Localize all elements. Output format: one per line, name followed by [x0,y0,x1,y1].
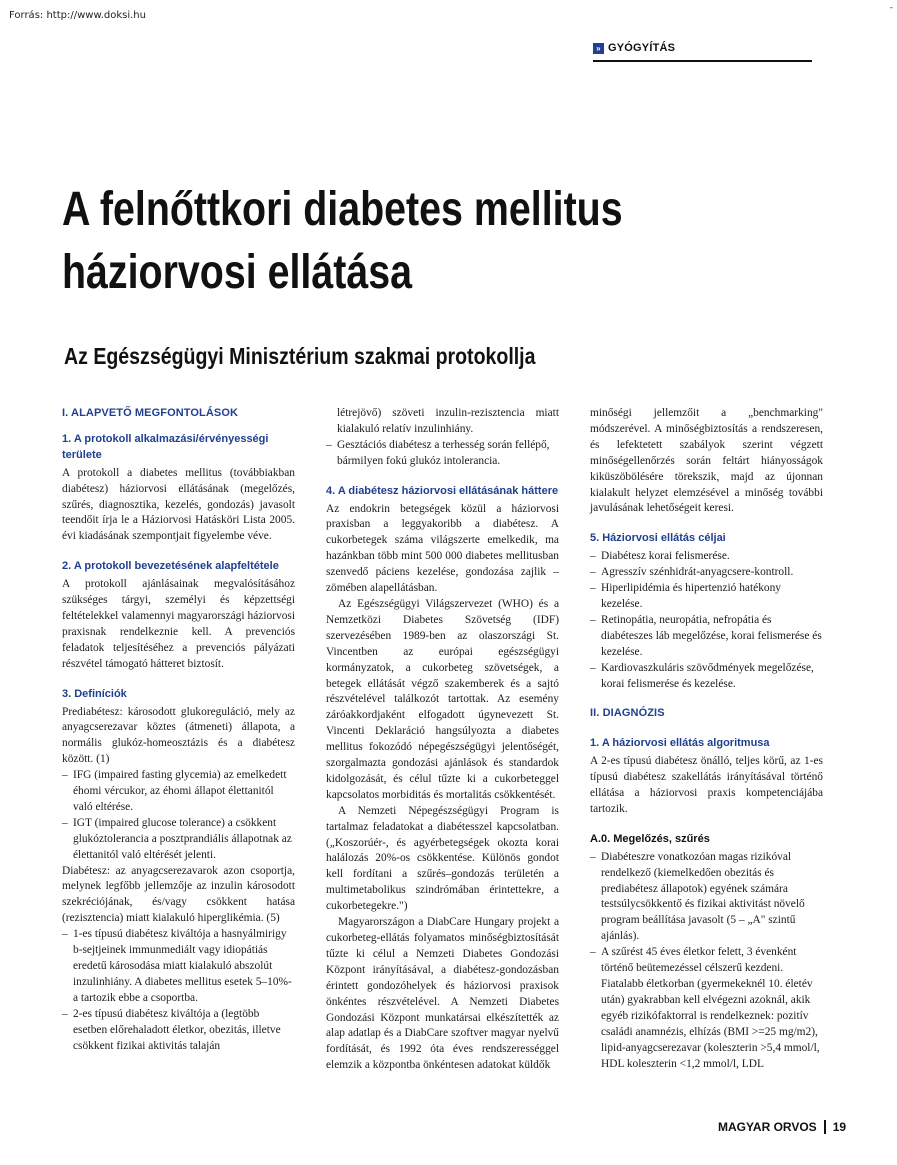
list-item: – IGT (impaired glucose tolerance) a csökkent glukóztolerancia a posztprandiális állapotnak az élettanitól való eltérését jelenti. [62,816,295,864]
subheading: A.0. Megelőzés, szűrés [590,832,710,845]
paragraph: Az endokrin betegségek közül a háziorvosi praxisban a leggyakoribb a diabétesz. A cukorbetegek száma világszerte emelkedik, ma hazánkban több mint 500 000 diabetes mellitusban szenvedő páciens kezelése, gondozása zajlik – zömében alapellátásban. [326,502,559,595]
main-heading: I. ALAPVETŐ MEGFONTOLÁSOK [62,407,239,419]
subheading: 2. A protokoll bevezetésének alapfeltétele [62,560,279,573]
title-line-1: A felnőttkori diabetes mellitus [62,183,623,236]
paragraph: létrejövő) szöveti inzulin-rezisztencia miatt kialakuló relatív inzulinhiány. [337,407,559,435]
list-item: – Hiperlipidémia és hipertenzió hatékony kezelése. [590,581,823,613]
section-rule [593,60,812,62]
section-label: GYÓGYÍTÁS [608,42,676,54]
subheading: 4. A diabétesz háziorvosi ellátásának háttere [326,484,559,497]
list-item: – Agresszív szénhidrát-anyagcsere-kontroll. [590,565,823,581]
subheading: 5. Háziorvosi ellátás céljai [590,532,726,545]
top-mark: - [889,3,893,13]
paragraph: A protokoll ajánlásainak megvalósításához szükséges tárgyi, személyi és képzettségi feltételekkel valamennyi magyarországi háziorvosi praxisnak rendelkeznie kell. A prevenciós feladatok teljesítéséhez a prevenciós pályázati részvétel támogató hátteret biztosít. [62,578,295,670]
source-label: Forrás: http://www.doksi.hu [9,10,146,21]
article-title [62,178,718,304]
paragraph: A protokoll a diabetes mellitus (továbbiakban diabétesz) háziorvosi ellátásának (megelőzés, szűrés, diagnosztika, kezelés, gondozás) javasolt teendőit írja le a Háziorvosi Hatásköri Lista 2005. évi kiadásának szempontjait figyelembe véve. [62,466,295,543]
list-item: – Diabétesz korai felismerése. [590,549,823,565]
definition-list [326,438,559,470]
double-chevron-icon: » [593,43,604,54]
list-item: – IFG (impaired fasting glycemia) az emelkedett éhomi vércukor, az éhomi állapot élettanitól való eltérése. [62,768,295,816]
list-item: – Gesztációs diabétesz a terhesség során fellépő, bármilyen fokú glukóz intolerancia. [326,438,559,470]
subheading: 3. Definíciók [62,687,127,700]
list-item: – A szűrést 45 éves életkor felett, 3 évenként történő beütemezéssel célszerű kezdeni. Fiatalabb életkorban (gyermekeknél 10. életév után) gyakrabban kell elvégezni azoknál, akik egyéb rizikófaktorral is rendelkeznek: pozitív családi anamnézis, elhízás (BMI >=25 mg/m2), lipid-anyagcserezavar (koleszterin >5,4 mmol/l, HDL koleszterin <1,2 mmol/l, LDL [590,945,823,1072]
subheading: 1. A protokoll alkalmazási/érvényességi területe [62,432,269,461]
page-footer [718,1120,846,1134]
list-item: – 2-es típusú diabétesz kiváltója a (legtöbb esetben előrehaladott életkor, obezitás, illetve csökkent fizikai aktivitás talaján [62,1007,295,1055]
column-2 [326,406,559,1074]
paragraph: minőségi jellemzőit a „benchmarking" módszerével. A minőségbiztosítás a rendszeresen, és lefektetett szabályok szerint végzett minőségellenőrzés során feltárt hiányosságok kiküszöbölésére törekszik, majd az újonnan kialakult helyzet elemzésével a minőség további javulásának lehetőségeit keresi. [590,407,823,515]
main-heading: II. DIAGNÓZIS [590,707,665,720]
definition-list [62,768,295,863]
page-number: 19 [832,1120,847,1134]
list-item: – Retinopátia, neuropátia, nefropátia és diabéteszes láb megelőzése, korai felismerése és kezelése. [590,613,823,661]
paragraph: Prediabétesz: károsodott glukoreguláció, mely az anyagcserezavar köztes (átmeneti) állapota, a normális glukóz-homeosztázis és a diabétesz között. (1) [62,705,295,766]
prevention-list [590,850,823,1073]
definition-list [62,927,295,1054]
section-header [593,42,675,54]
column-1 [62,406,295,1054]
paragraph: A Nemzeti Népegészségügyi Program is tartalmaz feladatokat a diabétesszel kapcsolatban. („Koszorúér-, és agyérbetegségek okozta korai halálozás 20%-os csökkentése. Különös gondot kell fordítani a szűrés–gondozás területén a multimetabolikus szindrómában érintettekre, a cukorbetegekre.") [326,804,559,913]
list-item: – Kardiovaszkuláris szövődmények megelőzése, korai felismerése és kezelése. [590,661,823,693]
title-line-2: háziorvosi ellátása [62,246,413,299]
paragraph: Magyarországon a DiabCare Hungary projekt a cukorbeteg-ellátás folyamatos minőségbiztosítását tűzte ki célul a Nemzeti Diabetes Gondozási Központ irányításával, a diabétesz-gondozásban érintett gondozóhelyek és háziorvosi praxisok önkéntes részvételével. A Nemzeti Diabetes Gondozási Központ munkatársai elkészítették az alap adatlap és a DiabCare szoftver magyar nyelvű fordítását, és 1992 óta éves rendszerességgel elemzik a központba önkéntesen adatokat küldők [326,916,559,1072]
paragraph: Az Egészségügyi Világszervezet (WHO) és a Nemzetközi Diabetes Szövetség (IDF) szervezésében 1989-ben az olaszországi St. Vincentben az európai egészségügyi kormányzatok, a cukorbeteg szövetségek, a betegek ellátását végző szakemberek és a sajtó részvételével találkozót tartottak. Az esemény záróakkordjaként elfogadott úgynevezett St. Vincenti Deklaráció hangsúlyozta a diabetes mellitus fokozódó népegészségügyi jelentőségét, szorgalmazta gondozási ajánlások és standardok kidolgozását, és célul tűzte ki a cukorbeteggel kapcsolatos morbiditás és mortalitás csökkentését. [326,597,559,801]
paragraph: A 2-es típusú diabétesz önálló, teljes körű, az 1-es típusú diabétesz szakellátás irányításával történő ellátása a háziorvosi praxis kompetenciájába tartozik. [590,755,823,815]
paragraph: Diabétesz: az anyagcserezavarok azon csoportja, melynek legfőbb jellemzője az inzulin károsodott szekréciójának, és/vagy csökkent hatása (rezisztencia) miatt kialakuló hiperglikémia. (5) [62,864,295,925]
subheading: 1. A háziorvosi ellátás algoritmusa [590,737,770,750]
magazine-name: MAGYAR ORVOS [718,1120,817,1134]
article-subtitle: Az Egészségügyi Minisztérium szakmai protokollja [64,343,536,369]
footer-divider [824,1120,826,1134]
list-item: – Diabéteszre vonatkozóan magas rizikóval rendelkező (kiemelkedően obezitás és prediabétesz állapotok) egyének számára testsúlycsökkentő és fizikai aktivitást növelő program beállítása javasolt (5 – „A" szintű ajánlás). [590,850,823,945]
list-item: – 1-es típusú diabétesz kiváltója a hasnyálmirigy b-sejtjeinek immunmediált vagy idiopátiás eredetű károsodása miatt kialakuló abszolút inzulinhiány. A diabetes mellitus esetek 5–10%-a tartozik ebbe a csoportba. [62,927,295,1007]
column-3 [590,406,823,1072]
goals-list [590,549,823,692]
